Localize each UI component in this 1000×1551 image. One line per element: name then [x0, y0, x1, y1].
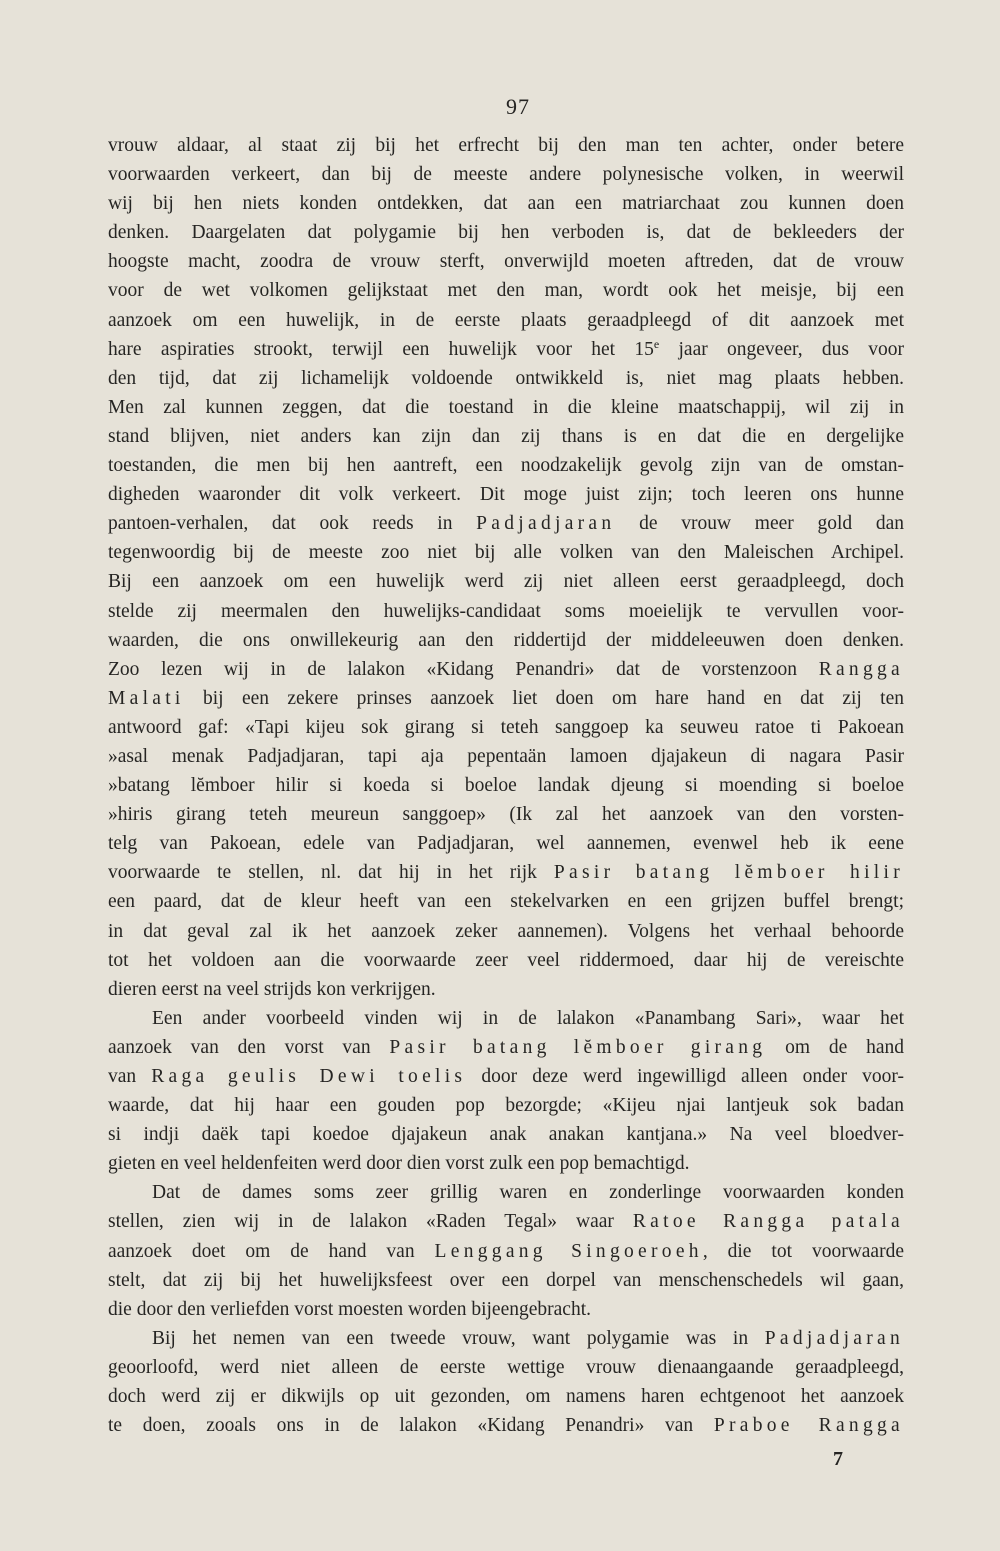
text-segment: hoogste macht, zoodra de vrouw sterft, onverwijld moeten aftreden, dat de vrouw [108, 251, 904, 273]
text-segment: stelt, dat zij bij het huwelijksfeest over een dorpel van menschenschedels wil gaan, [108, 1269, 904, 1291]
text-segment: dieren eerst na veel strijds kon verkrijgen. [108, 978, 436, 1000]
text-line [108, 422, 904, 451]
text-segment: Bij een aanzoek om een huwelijk werd zij niet alleen eerst geraadpleegd, doch [108, 571, 904, 593]
text-segment: Men zal kunnen zeggen, dat die toestand in die kleine maatschappij, wil zij in [108, 396, 904, 418]
spaced-name: Padjadjaran [764, 1327, 904, 1349]
text-segment: vrouw aldaar, al staat zij bij het erfrecht bij den man ten achter, onder betere [108, 135, 904, 156]
text-line [108, 335, 904, 364]
text-segment: Zoo lezen wij in de lalakon «Kidang Penandri» dat de vorstenzoon [108, 658, 819, 680]
text-segment: , die tot voorwaarde [702, 1240, 904, 1262]
spaced-name: Pasir batang lĕmboer girang [389, 1036, 767, 1058]
text-segment: een paard, dat de kleur heeft van een stekelvarken en een grijzen buffel brengt; [108, 891, 904, 913]
text-line [108, 131, 904, 160]
text-segment: »hiris girang teteh meureun sanggoep» (Ik zal het aanzoek van den vorsten- [108, 804, 904, 826]
text-line [108, 1382, 904, 1411]
text-segment: die door den verliefden vorst moesten worden bijeengebracht. [108, 1298, 591, 1320]
text-segment: Een ander voorbeeld vinden wij in de lalakon «Panambang Sari», waar het [152, 1007, 904, 1029]
text-line [108, 1149, 904, 1178]
text-segment: si indji daëk tapi koedoe djajakeun anak anakan kantjana.» Na veel bloedver- [108, 1124, 904, 1146]
text-line [108, 917, 904, 946]
text-line [108, 1120, 904, 1149]
text-segment: aanzoek van den vorst van [108, 1036, 390, 1058]
text-segment: toestanden, die men bij hen aantreft, een noodzakelijk gevolg zijn van de omstan- [108, 455, 904, 477]
text-segment: voorwaarde te stellen, nl. dat hij in het rijk [108, 862, 554, 884]
text-line [108, 1353, 904, 1382]
text-segment: bij een zekere prinses aanzoek liet doen om hare hand en dat zij ten [184, 687, 904, 709]
text-segment: antwoord gaf: «Tapi kijeu sok girang si teteh sanggoep ka seuweu ratoe ti Pakoean [108, 716, 904, 738]
text-line [108, 1091, 904, 1120]
text-segment: stellen, zien wij in de lalakon «Raden Tegal» waar [108, 1211, 633, 1233]
text-line [108, 160, 904, 189]
spaced-name: Malati [108, 687, 185, 709]
text-segment: om de hand [766, 1036, 905, 1058]
text-line [108, 597, 904, 626]
text-segment: stand blijven, niet anders kan zijn dan zij thans is en dat die en dergelijke [108, 425, 904, 447]
text-line [108, 713, 904, 742]
text-segment: stelde zij meermalen den huwelijks-candidaat soms moeielijk te vervullen voor- [108, 600, 904, 622]
text-segment: geoorloofd, werd niet alleen de eerste wettige vrouw dienaangaande geraadpleegd, [108, 1356, 904, 1378]
text-segment: waarden, die ons onwillekeurig aan den riddertijd der middeleeuwen doen denken. [108, 629, 904, 651]
text-segment: telg van Pakoean, edele van Padjadjaran, wel aannemen, evenwel heb ik eene [108, 833, 904, 855]
text-line [108, 975, 904, 1004]
text-line [108, 684, 904, 713]
text-line [108, 538, 904, 567]
text-segment: aanzoek om een huwelijk, in de eerste plaats geraadpleegd of dit aanzoek met [108, 309, 904, 331]
text-line [108, 887, 904, 916]
text-line [108, 1411, 904, 1440]
text-line [108, 771, 904, 800]
text-segment: Bij het nemen van een tweede vrouw, want polygamie was in [152, 1327, 765, 1349]
text-line [108, 1295, 904, 1324]
text-segment: in dat geval zal ik het aanzoek zeker aannemen). Volgens het verhaal behoorde [108, 920, 904, 942]
text-line [108, 393, 904, 422]
text-segment: aanzoek doet om de hand van [108, 1240, 435, 1262]
spaced-name: Ratoe Rangga patala [632, 1211, 904, 1233]
text-segment: tegenwoordig bij de meeste zoo niet bij alle volken van den Maleischen Archipel. [108, 542, 904, 564]
text-line [108, 218, 904, 247]
text-segment: jaar ongeveer, dus voor [659, 338, 904, 360]
text-line [108, 1237, 904, 1266]
text-line [108, 1266, 904, 1295]
text-segment: de vrouw meer gold dan [615, 513, 904, 535]
text-line [108, 247, 904, 276]
spaced-name: Lenggang Singoeroeh [434, 1240, 703, 1262]
text-line [108, 655, 904, 684]
spaced-name: Pasir batang lĕmboer hilir [553, 862, 904, 884]
page-number: 97 [506, 94, 530, 119]
text-line [108, 626, 904, 655]
text-segment: van [108, 1066, 152, 1087]
spaced-name: Padjadjaran [476, 513, 616, 535]
text-line [108, 1178, 904, 1207]
text-segment: den tijd, dat zij lichamelijk voldoende ontwikkeld is, niet mag plaats hebben. [108, 367, 904, 389]
signature-mark: 7 [833, 1448, 843, 1470]
spaced-name: Raga geulis Dewi toelis [151, 1066, 467, 1087]
text-segment: voorwaarden verkeert, dan bij de meeste andere polynesische volken, in weerwil [108, 164, 904, 186]
text-line [108, 306, 904, 335]
text-segment: gieten en veel heldenfeiten werd door dien vorst zulk een pop bemachtigd. [108, 1153, 690, 1175]
spaced-name: Praboe Rangga [713, 1415, 904, 1437]
text-segment: pantoen-verhalen, dat ook reeds in [108, 513, 477, 535]
text-line [108, 1062, 904, 1091]
text-line [108, 742, 904, 771]
text-line [108, 567, 904, 596]
text-segment: wij bij hen niets konden ontdekken, dat aan een matriarchaat zou kunnen doen [108, 193, 904, 215]
text-segment: hare aspiraties strookt, terwijl een huwelijk voor het 15 [108, 338, 654, 360]
text-line [108, 1324, 904, 1353]
superscript: e [653, 336, 660, 351]
text-line [108, 480, 904, 509]
text-line [108, 946, 904, 975]
text-segment: digheden waaronder dit volk verkeert. Dit moge juist zijn; toch leeren ons hunne [108, 484, 904, 506]
text-line [108, 1033, 904, 1062]
text-line [108, 1207, 904, 1236]
text-line [108, 451, 904, 480]
text-segment: »asal menak Padjadjaran, tapi aja pepentaän lamoen djajakeun di nagara Pasir [108, 745, 904, 767]
text-segment: »batang lĕmboer hilir si koeda si boeloe landak djeung si moending si boeloe [108, 775, 904, 797]
text-line [108, 858, 904, 887]
text-line [108, 1004, 904, 1033]
text-segment: tot het voldoen aan die voorwaarde zeer veel riddermoed, daar hij de vereischte [108, 949, 904, 971]
text-segment: voor de wet volkomen gelijkstaat met den man, wordt ook het meisje, bij een [108, 280, 904, 302]
text-segment: door deze werd ingewilligd alleen onder voor- [466, 1066, 905, 1087]
text-segment: denken. Daargelaten dat polygamie bij hen verboden is, dat de bekleeders der [108, 222, 904, 244]
text-segment: doch werd zij er dikwijls op uit gezonden, om namens haren echtgenoot het aanzoek [108, 1386, 904, 1408]
text-segment: te doen, zooals ons in de lalakon «Kidang Penandri» van [108, 1415, 714, 1437]
text-line [108, 509, 904, 538]
text-line [108, 829, 904, 858]
text-line [108, 189, 904, 218]
text-segment: Dat de dames soms zeer grillig waren en zonderlinge voorwaarden konden [152, 1182, 904, 1204]
text-line [108, 800, 904, 829]
spaced-name: Rangga [818, 658, 904, 680]
text-segment: waarde, dat hij haar een gouden pop bezorgde; «Kijeu njai lantjeuk sok badan [108, 1095, 904, 1117]
text-line [108, 276, 904, 305]
body-text [108, 131, 904, 1440]
text-line [108, 364, 904, 393]
